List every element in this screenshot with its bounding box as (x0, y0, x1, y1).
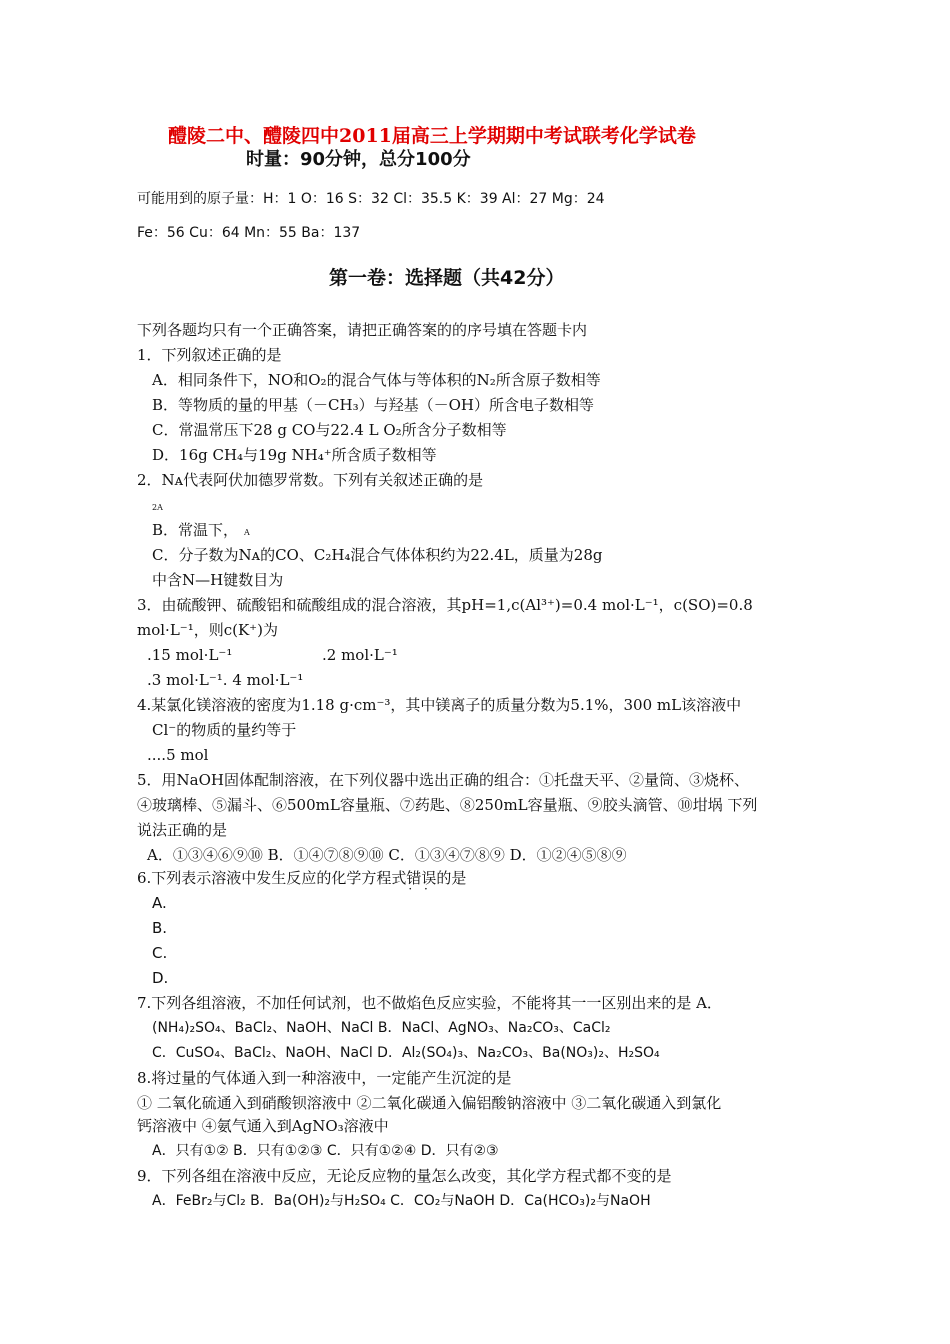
q2-option-c: C．分子数为Nᴀ的CO、C₂H₄混合气体体积约为22.4L，质量为28g (152, 546, 603, 564)
atomic-masses-line1: 可能用到的原子量：H：1 O：16 S：32 Cl：35.5 K：39 Al：27 Mg：24 (137, 191, 605, 207)
q7-options-ab: (NH₄)₂SO₄、BaCl₂、NaOH、NaCl B．NaCl、AgNO₃、Na₂CO₃、CaCl₂ (152, 1020, 611, 1036)
q5-stem: 5．用NaOH固体配制溶液，在下列仪器中选出正确的组合：①托盘天平、②量筒、③烧杯、 (137, 771, 749, 789)
q5-options: A．①③④⑥⑨⑩ B．①④⑦⑧⑨⑩ C．①③④⑦⑧⑨ D．①②④⑤⑧⑨ (147, 846, 627, 864)
q6-option-a: A. (152, 894, 167, 912)
q2-option-d: 中含N—H键数目为 (152, 571, 284, 589)
q5-stem-cont: ④玻璃棒、⑤漏斗、⑥500mL容量瓶、⑦药匙、⑧250mL容量瓶、⑨胶头滴管、⑩坩埚 下列 (137, 796, 758, 814)
exam-title: 醴陵二中、醴陵四中2011届高三上学期期中考试联考化学试卷 (168, 125, 696, 147)
q1-option-b: B．等物质的量的甲基（－CH₃）与羟基（－OH）所含电子数相等 (152, 396, 594, 414)
q7-options-cd: C．CuSO₄、BaCl₂、NaOH、NaCl D．Al₂(SO₄)₃、Na₂CO₃、Ba(NO₃)₂、H₂SO₄ (152, 1045, 660, 1061)
q6-option-d: D. (152, 969, 169, 987)
q3-option-a: .15 mol·L⁻¹ (147, 646, 233, 664)
q6-stem-emphasis: 错误 · · (406, 869, 436, 887)
q7-stem: 7.下列各组溶液，不加任何试剂，也不做焰色反应实验，不能将其一一区别出来的是 A． (137, 994, 722, 1012)
q2-option-b-fragment: A (244, 528, 250, 537)
q6-option-c: C. (152, 944, 168, 962)
q3-option-cd: .3 mol·L⁻¹. 4 mol·L⁻¹ (147, 671, 304, 689)
q8-items: ① 二氧化硫通入到硝酸钡溶液中 ②二氧化碳通入偏铝酸钠溶液中 ③二氧化碳通入到氯化 (137, 1094, 722, 1112)
section-title: 第一卷：选择题（共42分） (329, 267, 565, 289)
q6-stem (137, 868, 466, 888)
q2-fragment: 2A (152, 503, 163, 512)
q2-stem: 2．Nᴀ代表阿伏加德罗常数。下列有关叙述正确的是 (137, 471, 484, 489)
q5-stem-end: 说法正确的是 (137, 821, 228, 839)
atomic-masses-line2: Fe：56 Cu：64 Mn：55 Ba：137 (137, 225, 361, 241)
q3-stem-cont: mol·L⁻¹，则c(K⁺)为 (137, 621, 278, 639)
q1-stem: 1．下列叙述正确的是 (137, 346, 282, 364)
q4-stem-cont: Cl⁻的物质的量约等于 (152, 721, 297, 739)
q6-stem-after: 的是 (436, 869, 467, 887)
q8-options: A．只有①② B．只有①②③ C．只有①②④ D．只有②③ (152, 1143, 499, 1159)
q2-option-b: B．常温下， (152, 521, 239, 539)
q8-stem: 8.将过量的气体通入到一种溶液中，一定能产生沉淀的是 (137, 1069, 512, 1087)
instructions: 下列各题均只有一个正确答案，请把正确答案的的序号填在答题卡内 (137, 321, 588, 339)
q9-stem: 9．下列各组在溶液中反应，无论反应物的量怎么改变，其化学方程式都不变的是 (137, 1167, 672, 1185)
q1-option-a: A．相同条件下，NO和O₂的混合气体与等体积的N₂所含原子数相等 (152, 371, 601, 389)
q4-stem: 4.某氯化镁溶液的密度为1.18 g·cm⁻³，其中镁离子的质量分数为5.1%，300 mL该溶液中 (137, 696, 742, 714)
q1-option-c: C．常温常压下28 g CO与22.4 L O₂所含分子数相等 (152, 421, 507, 439)
q3-stem: 3．由硫酸钾、硫酸铝和硫酸组成的混合溶液，其pH=1,c(Al³⁺)=0.4 mol·L⁻¹，c(SO)=0.8 (137, 596, 753, 614)
q1-option-d: D．16g CH₄与19g NH₄⁺所含质子数相等 (152, 446, 437, 464)
q9-options: A．FeBr₂与Cl₂ B．Ba(OH)₂与H₂SO₄ C．CO₂与NaOH D．Ca(HCO₃)₂与NaOH (152, 1193, 651, 1209)
q4-options: ....5 mol (147, 746, 209, 764)
time-info: 时量：90分钟，总分100分 (246, 149, 471, 170)
q6-stem-before: 6.下列表示溶液中发生反应的化学方程式 (137, 869, 407, 887)
q8-items-cont: 钙溶液中 ④氨气通入到AgNO₃溶液中 (137, 1117, 389, 1135)
q3-option-b: .2 mol·L⁻¹ (322, 646, 398, 664)
q6-option-b: B. (152, 919, 168, 937)
